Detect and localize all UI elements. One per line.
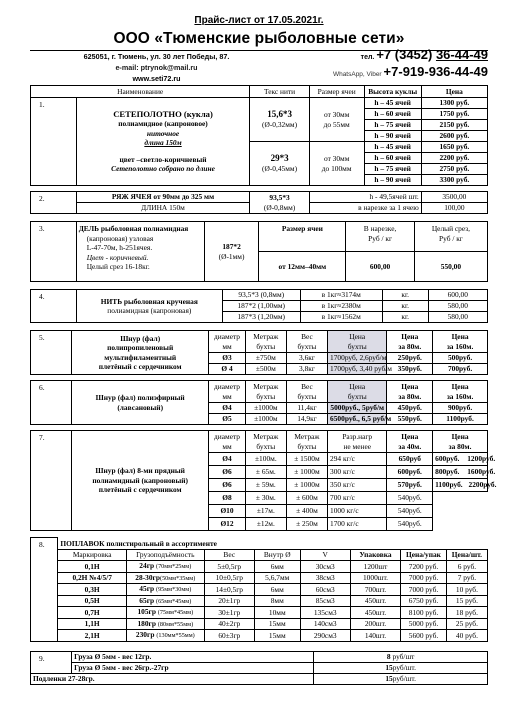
price-cell: 600руб.: [387, 466, 433, 479]
diam-header: диаметр мм: [209, 431, 246, 453]
height-cell: h – 45 ячей: [364, 98, 421, 109]
phone-line-2: [333, 66, 488, 81]
price-cell: 540руб.: [387, 505, 433, 518]
price-cell: 7200 руб.: [401, 561, 447, 573]
inner-diam-cell: 6мм: [254, 584, 300, 596]
item-name: Груза Ø 5мм - вес 12гр.: [72, 651, 314, 662]
table-row: [31, 538, 488, 550]
break-cell: 1700 кг/с: [328, 518, 387, 531]
price-cell: 3500,00: [421, 192, 487, 203]
length-cell: ±1000м: [245, 403, 286, 414]
length-cell: ± 600м: [286, 492, 327, 505]
length-cell: ±17м.: [245, 505, 286, 518]
capacity-cell: 230гр (130мм*55мм): [126, 630, 204, 642]
price-cell: 580,00: [428, 301, 487, 312]
volume-cell: 290см3: [300, 630, 350, 642]
s1-note: Сетеполотно собрано по длине: [111, 164, 215, 173]
price-table-4: [30, 289, 488, 323]
price-cell: 15руб/шт.: [314, 662, 488, 673]
messenger-label: WhatsApp, Viber: [332, 71, 382, 78]
s3-whole-header: Целый срез, Руб / кг: [414, 222, 487, 252]
price-cell: 1650 руб.: [421, 142, 487, 153]
break-cell: 700 кг/с: [328, 492, 387, 505]
contact-header: [30, 47, 488, 85]
length-cell: ±100м.: [245, 453, 286, 466]
s1-line: полиамидное (капроновое): [118, 119, 208, 128]
s2-thread: 93,5*3 (Ø-0,8мм): [250, 192, 309, 214]
header-cell: Цена/упак: [401, 550, 447, 561]
table-row: [31, 98, 488, 109]
price-cell: 40 руб.: [446, 630, 487, 642]
pack-cell: 200шт.: [350, 618, 400, 630]
weight-cell: 40±2гр: [204, 618, 254, 630]
header-cell: Упаковка: [350, 550, 400, 561]
height-cell: h – 75 ячей: [364, 120, 421, 131]
s3-mesh: от 12мм–40мм: [259, 252, 346, 282]
price80-header: Цена за 80м.: [433, 431, 488, 453]
price-header: Цена бухты: [328, 331, 387, 353]
price-cell: 8100 руб.: [401, 607, 447, 619]
thread-cell: 187*3 (1,20мм): [222, 312, 300, 323]
price-cell: 650руб: [387, 453, 433, 466]
break-cell: 1000 кг/с: [328, 505, 387, 518]
price-cell: 100,00: [421, 203, 487, 214]
volume-cell: 135см3: [300, 607, 350, 619]
price-cell: 250руб.: [387, 353, 433, 364]
weight-cell: 3,6кг: [286, 353, 327, 364]
address: 625051, г. Тюмень, ул. 30 лет Победы, 87.: [83, 52, 230, 61]
height-cell: h – 60 ячей: [364, 109, 421, 120]
item-name: Груза Ø 5мм - вес 26гр.-27гр: [72, 662, 314, 673]
website[interactable]: www.seti72.ru: [132, 74, 181, 83]
header-cell: V: [300, 550, 350, 561]
price-table-9: [30, 651, 488, 685]
price-cell: 2750 руб.: [421, 164, 487, 175]
price-cell: 350руб.: [387, 364, 433, 375]
section-number: 5.: [31, 331, 72, 375]
mark-cell: 0,1Н: [58, 561, 127, 573]
inner-diam-cell: 8мм: [254, 595, 300, 607]
price-cell: 600,00: [346, 252, 415, 282]
volume-cell: 140см3: [300, 618, 350, 630]
pack-cell: 450шт.: [350, 607, 400, 619]
price80-header: Цена за 80м.: [387, 381, 433, 403]
inner-diam-cell: 15мм: [254, 618, 300, 630]
price-cell: 900руб.: [433, 403, 488, 414]
s1-line: ниточное: [146, 128, 180, 138]
s1-thread-a: 15,6*3 (Ø-0,32мм): [250, 98, 309, 142]
length-cell: ±750м: [245, 353, 286, 364]
inner-diam-cell: 6мм: [254, 561, 300, 573]
table-header: [31, 86, 488, 98]
weight-cell: 10±0,5гр: [204, 572, 254, 584]
price-cell: 1100руб. 2200руб.: [433, 479, 488, 492]
thread-cell: 187*2 (1,00мм): [222, 301, 300, 312]
section-1-description: [76, 98, 250, 186]
capacity-cell: 180гр (80мм*55мм): [126, 618, 204, 630]
price-table-5-7: [30, 330, 497, 531]
section-3-description: ДЕЛЬ рыболовная полиамидная (капроновая) узловая L-47-70м, h-251ячея. Цвет - коричневый. Целый срез 16-18кг.: [76, 222, 204, 282]
diam-cell: Ø4: [209, 453, 246, 466]
diam-cell: Ø5: [209, 414, 246, 425]
price-cell: 10 руб.: [446, 584, 487, 596]
phone-number[interactable]: 36-44-49: [435, 47, 488, 62]
price-cell: 5000 руб.: [401, 618, 447, 630]
table-row: [31, 662, 488, 673]
thread-cell: 93,5*3 (0,8мм): [222, 290, 300, 301]
price-table-3: [30, 221, 488, 282]
s8-header: [31, 550, 488, 561]
length-cell: ±1000м: [245, 414, 286, 425]
price-cell: 2200 руб.: [421, 153, 487, 164]
s3-title: ДЕЛЬ рыболовная полиамидная: [78, 224, 189, 233]
mobile-phone[interactable]: +7-919-936-44-49: [383, 64, 488, 79]
break-cell: 294 кг/с: [328, 453, 387, 466]
weight-cell: 11,4кг: [286, 403, 327, 414]
price-cell: 25 руб.: [446, 618, 487, 630]
section-number: 4.: [31, 290, 77, 323]
section-number: 9.: [31, 651, 72, 673]
unit-cell: кг.: [382, 290, 428, 301]
s1-mesh-a: от 30мм до 55мм: [309, 98, 364, 142]
price-table-1: [30, 85, 488, 214]
s1-color: цвет –светло-коричневый: [119, 154, 207, 164]
weight-cell: 5±0,5гр: [204, 561, 254, 573]
capacity-cell: 24гр (70мм*25мм): [126, 561, 204, 573]
diam-cell: Ø10: [209, 505, 246, 518]
price-cell: 2600 руб.: [421, 131, 487, 142]
price-cell: 2150 руб.: [421, 120, 487, 131]
price-cell: 500руб.: [433, 353, 488, 364]
section-5-description: Шнур (фал) полипропиленовый мультифиламентный плетёный с сердечником: [72, 331, 209, 375]
price-header: Цена бухты: [328, 381, 387, 403]
volume-cell: 85см3: [300, 595, 350, 607]
phone-line-1: [361, 49, 488, 64]
table-row: [31, 290, 488, 301]
height-cell: h – 75 ячей: [364, 164, 421, 175]
price-cell: 1750 руб.: [421, 109, 487, 120]
header-cell: Грузоподъёмность: [126, 550, 204, 561]
weight-header: Вес бухты: [286, 331, 327, 353]
height-cell: h – 60 ячей: [364, 153, 421, 164]
length-cell: в 1кг≈2380м: [300, 301, 382, 312]
diam-header: диаметр мм: [209, 381, 246, 403]
section-number: 6.: [31, 381, 72, 425]
weight-cell: 14,9кг: [286, 414, 327, 425]
company-name: ООО «Тюменские рыболовные сети»: [113, 30, 405, 47]
table-row: [31, 331, 488, 353]
weight-cell: 30±1гр: [204, 607, 254, 619]
price-cell: 6 руб.: [446, 561, 487, 573]
volume-cell: 30см3: [300, 561, 350, 573]
s1-length: длина 150м: [144, 138, 182, 147]
price-cell: 600,00: [428, 290, 487, 301]
s3-thread: 187*2 (Ø-1мм): [204, 222, 259, 282]
table-row: [31, 595, 488, 607]
price-cell: 1700руб, 3,40 руб/м: [328, 364, 387, 375]
diam-cell: Ø8: [209, 492, 246, 505]
price-cell: 580,00: [428, 312, 487, 323]
height-cell: h – 45 ячей: [364, 142, 421, 153]
weight-cell: 20±1гр: [204, 595, 254, 607]
pack-cell: 1000шт.: [350, 572, 400, 584]
s1-mesh-b: от 30мм до 100мм: [309, 142, 364, 186]
header-name: Наименование: [31, 86, 250, 98]
header-mesh: Размер ячеи: [309, 86, 364, 98]
price-cell: 5000руб., 5руб/м: [328, 403, 387, 414]
pack-cell: 140шт.: [350, 630, 400, 642]
break-cell: 350 кг/с: [328, 479, 387, 492]
price-cell: 1100руб.: [433, 414, 488, 425]
header-price: Цена: [421, 86, 487, 98]
volume-cell: 38см3: [300, 572, 350, 584]
pack-cell: 700шт.: [350, 584, 400, 596]
diam-header: диаметр мм: [209, 331, 246, 353]
price-cell: 1300 руб.: [421, 98, 487, 109]
mark-cell: 1,1Н: [58, 618, 127, 630]
diam-cell: Ø6: [209, 479, 246, 492]
s1-title: СЕТЕПОЛОТНО (кукла): [113, 108, 213, 119]
price-list-document: [30, 14, 497, 685]
length-header: Метраж бухты: [245, 431, 286, 453]
length-header: Метраж бухты: [245, 381, 286, 403]
price160-header: Цена за 160м.: [433, 331, 488, 353]
price-cell: 8 руб/шт: [314, 651, 488, 662]
break-cell: 300 кг/с: [328, 466, 387, 479]
table-row: [31, 192, 488, 203]
price-cell: 6500руб., 6,5 руб/м: [328, 414, 387, 425]
length-cell: ± 1000м: [286, 466, 327, 479]
price-cell: 550,00: [414, 252, 487, 282]
price40-header: Цена за 40м.: [387, 431, 433, 453]
s2-row2-label: в нарезке за 1 ячею: [309, 203, 421, 214]
mark-cell: 2,1Н: [58, 630, 127, 642]
contact-left: [30, 51, 283, 85]
header-cell: Вес: [204, 550, 254, 561]
section-number: 1.: [31, 98, 77, 186]
header-cell: Цена/шт.: [446, 550, 487, 561]
price-cell: 6750 руб.: [401, 595, 447, 607]
weight-cell: 14±0,5гр: [204, 584, 254, 596]
email[interactable]: e-mail: ptrynok@mail.ru: [115, 63, 198, 72]
price-cell: 7000 руб.: [401, 584, 447, 596]
diam-cell: Ø 4: [209, 364, 246, 375]
length-header: Метраж бухты: [286, 431, 327, 453]
header-cell: Маркировка: [58, 550, 127, 561]
price-cell: 1700руб, 2,6руб/м: [328, 353, 387, 364]
length-cell: ± 30м.: [245, 492, 286, 505]
s3-dimensions: L-47-70м, h-251ячея.: [86, 243, 153, 252]
length-cell: ±500м: [245, 364, 286, 375]
weight-header: Вес бухты: [286, 381, 327, 403]
document-title: Прайс-лист от 17.05.2021г.: [194, 15, 324, 26]
table-row: [31, 630, 488, 642]
break-header: Разр.нагр не менее: [328, 431, 387, 453]
table-row: [31, 651, 488, 662]
weight-cell: 60±3гр: [204, 630, 254, 642]
section-number: 7.: [31, 431, 72, 531]
volume-cell: 60см3: [300, 584, 350, 596]
s2-length: ДЛИНА 150м: [76, 203, 250, 214]
section-7-description: Шнур (фал) 8-ми прядный полиамидный (капроновый) плетёный с сердечником: [72, 431, 209, 531]
height-cell: h – 90 ячей: [364, 131, 421, 142]
mark-cell: 0,7Н: [58, 607, 127, 619]
height-cell: h – 90 ячей: [364, 175, 421, 186]
price-cell: 540руб.: [387, 518, 433, 531]
price-cell: 450руб.: [387, 403, 433, 414]
capacity-cell: 28-30гр(50мм*35мм): [126, 572, 204, 584]
price-cell: 3300 руб.: [421, 175, 487, 186]
price-cell: 7000 руб.: [401, 572, 447, 584]
phone-label: тел.: [360, 54, 375, 61]
length-cell: ± 65м.: [245, 466, 286, 479]
section-4-description: НИТЬ рыболовная крученая полиамидная (капроновая): [76, 290, 222, 323]
mark-cell: 0,3Н: [58, 584, 127, 596]
s2-title: РЯЖ ЯЧЕЯ от 90мм до 325 мм: [76, 192, 250, 203]
mark-cell: 0,2Н №4/5/7: [58, 572, 127, 584]
unit-cell: кг.: [382, 312, 428, 323]
price-table-8: [30, 537, 488, 642]
price-cell: 550руб.: [387, 414, 433, 425]
table-row: [31, 584, 488, 596]
inner-diam-cell: 10мм: [254, 607, 300, 619]
section-number: 8.: [31, 538, 58, 550]
length-cell: в 1кг≈1562м: [300, 312, 382, 323]
s3-weight: Целый срез 16-18кг.: [86, 262, 150, 271]
table-row: [31, 572, 488, 584]
length-cell: ± 59м.: [245, 479, 286, 492]
length-cell: ± 1000м: [286, 479, 327, 492]
price80-header: Цена за 80м.: [387, 331, 433, 353]
table-row: [31, 381, 488, 403]
contact-right: [283, 47, 488, 85]
inner-diam-cell: 15мм: [254, 630, 300, 642]
table-row: [31, 431, 488, 453]
table-row: [31, 561, 488, 573]
s3-color: Цвет - коричневый.: [86, 252, 149, 262]
length-cell: в 1кг≈3174м: [300, 290, 382, 301]
section-number: 2.: [31, 192, 77, 214]
diam-cell: Ø4: [209, 403, 246, 414]
price-cell: 18 руб.: [446, 607, 487, 619]
table-row: [31, 673, 488, 684]
length-cell: ± 250м: [286, 518, 327, 531]
length-cell: ± 400м: [286, 505, 327, 518]
header-thread: Текс нити: [250, 86, 309, 98]
s8-title: ПОПЛАВОК полистирольный в ассортименте: [60, 538, 217, 548]
price-cell: 5600 руб.: [401, 630, 447, 642]
header-height: Высота куклы: [364, 86, 421, 98]
unit-cell: кг.: [382, 301, 428, 312]
pack-cell: 1200шт: [350, 561, 400, 573]
s2-row1-label: h - 49,5ячей шт.: [309, 192, 421, 203]
s3-cut-header: В нарезке, Руб / кг: [346, 222, 415, 252]
diam-cell: Ø12: [209, 518, 246, 531]
capacity-cell: 45гр (95мм*30мм): [126, 584, 204, 596]
item-name: Подленки 27-28гр.: [31, 673, 314, 684]
weight-cell: 3,8кг: [286, 364, 327, 375]
pack-cell: 450шт.: [350, 595, 400, 607]
length-header: Метраж бухты: [245, 331, 286, 353]
header-cell: Внутр Ø: [254, 550, 300, 561]
price-cell: 15 руб.: [446, 595, 487, 607]
capacity-cell: 105гр (75мм*45мм): [126, 607, 204, 619]
mark-cell: 0,5Н: [58, 595, 127, 607]
inner-diam-cell: 5,6,7мм: [254, 572, 300, 584]
s1-thread-b: 29*3 (Ø-0,45мм): [250, 142, 309, 186]
diam-cell: Ø6: [209, 466, 246, 479]
length-cell: ± 1500м: [286, 453, 327, 466]
price-cell: 570руб.: [387, 479, 433, 492]
phone-prefix: +7 (3452): [376, 47, 436, 62]
price160-header: Цена за 160м.: [433, 381, 488, 403]
s3-mesh-header: Размер ячеи: [259, 222, 346, 252]
table-row: [31, 618, 488, 630]
price-cell: 540руб.: [387, 492, 433, 505]
length-cell: ±12м.: [245, 518, 286, 531]
price-cell: 600руб. 1200руб.: [433, 453, 488, 466]
price-cell: 800руб. 1600руб.: [433, 466, 488, 479]
section-number: 3.: [31, 222, 77, 282]
price-cell: 7 руб.: [446, 572, 487, 584]
capacity-cell: 65гр (65мм*45мм): [126, 595, 204, 607]
table-row: [31, 607, 488, 619]
table-row: [31, 222, 488, 252]
price-cell: 15руб/шт.: [314, 673, 488, 684]
price-cell: 700руб.: [433, 364, 488, 375]
section-6-description: Шнур (фал) полиэфирный (лавсановый): [72, 381, 209, 425]
diam-cell: Ø3: [209, 353, 246, 364]
